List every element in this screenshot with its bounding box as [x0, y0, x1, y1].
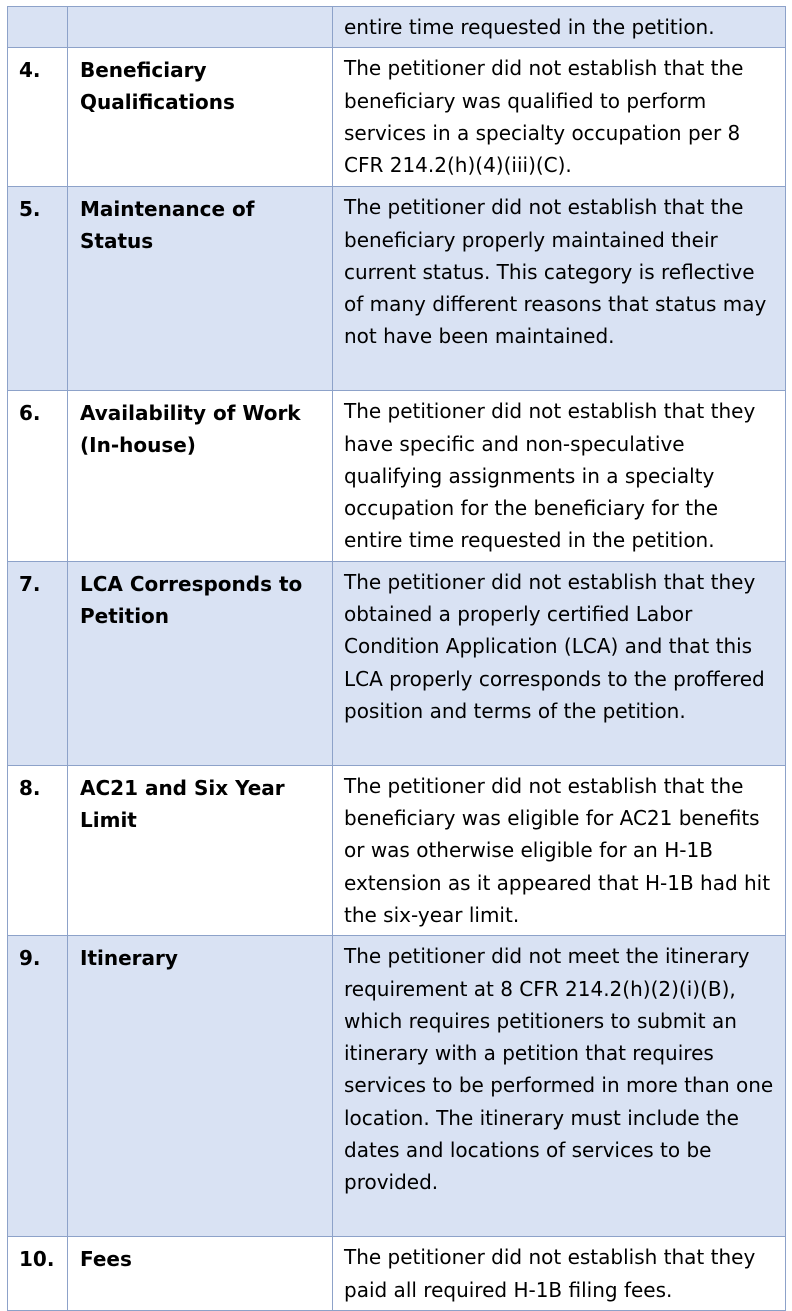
row-description	[333, 1237, 786, 1311]
row-description	[333, 48, 786, 187]
row-number: 4.	[8, 48, 68, 187]
row-description	[333, 561, 786, 765]
row-category: Beneficiary Qualifications	[68, 48, 333, 187]
table-row	[8, 391, 786, 561]
row-description	[333, 187, 786, 391]
description-text: The petitioner did not establish that they obtained a properly certified Labor Condition Application (LCA) and that this LCA properly corresponds to the proffered position and terms of the petition.	[344, 569, 765, 723]
description-text: The petitioner did not meet the itinerary requirement at 8 CFR 214.2(h)(2)(i)(B), which requires petitioners to submit an itinerary with a petition that requires services to be performed in more than one location. The itinerary must include the dates and locations of services to be provided.	[344, 944, 774, 1195]
description-text: The petitioner did not establish that the beneficiary was qualified to perform services in a specialty occupation per 8 CFR 214.2(h)(4)(iii)(C).	[344, 56, 744, 178]
description-text: The petitioner did not establish that they paid all required H-1B filing fees.	[344, 1245, 756, 1302]
table-row	[8, 7, 786, 48]
row-category	[68, 7, 333, 48]
table-row	[8, 561, 786, 765]
table-row	[8, 48, 786, 187]
row-number: 7.	[8, 561, 68, 765]
row-category: Maintenance of Status	[68, 187, 333, 391]
row-category: LCA Corresponds to Petition	[68, 561, 333, 765]
row-number: 10.	[8, 1237, 68, 1311]
row-number: 8.	[8, 765, 68, 935]
row-number: 5.	[8, 187, 68, 391]
row-description	[333, 391, 786, 561]
table-row	[8, 936, 786, 1237]
row-description	[333, 765, 786, 935]
row-category: Fees	[68, 1237, 333, 1311]
description-text: The petitioner did not establish that they have specific and non-speculative qualifying assignments in a specialty occupation for the beneficiary for the entire time requested in the petition.	[344, 399, 756, 553]
row-number: 6.	[8, 391, 68, 561]
table-row	[8, 1237, 786, 1311]
description-text: The petitioner did not establish that the beneficiary properly maintained their current status. This category is reflective of many different reasons that status may not have been maintained.	[344, 195, 767, 349]
description-text: entire time requested in the petition.	[344, 15, 715, 39]
table-row	[8, 187, 786, 391]
denial-reasons-table	[7, 6, 786, 1311]
description-text: The petitioner did not establish that the beneficiary was eligible for AC21 benefits or was otherwise eligible for an H-1B extension as it appeared that H-1B had hit the six-year limit.	[344, 773, 771, 927]
row-number: 9.	[8, 936, 68, 1237]
row-category: AC21 and Six Year Limit	[68, 765, 333, 935]
table-row	[8, 765, 786, 935]
row-description	[333, 936, 786, 1237]
row-description	[333, 7, 786, 48]
row-number	[8, 7, 68, 48]
row-category: Availability of Work (In-house)	[68, 391, 333, 561]
row-category: Itinerary	[68, 936, 333, 1237]
